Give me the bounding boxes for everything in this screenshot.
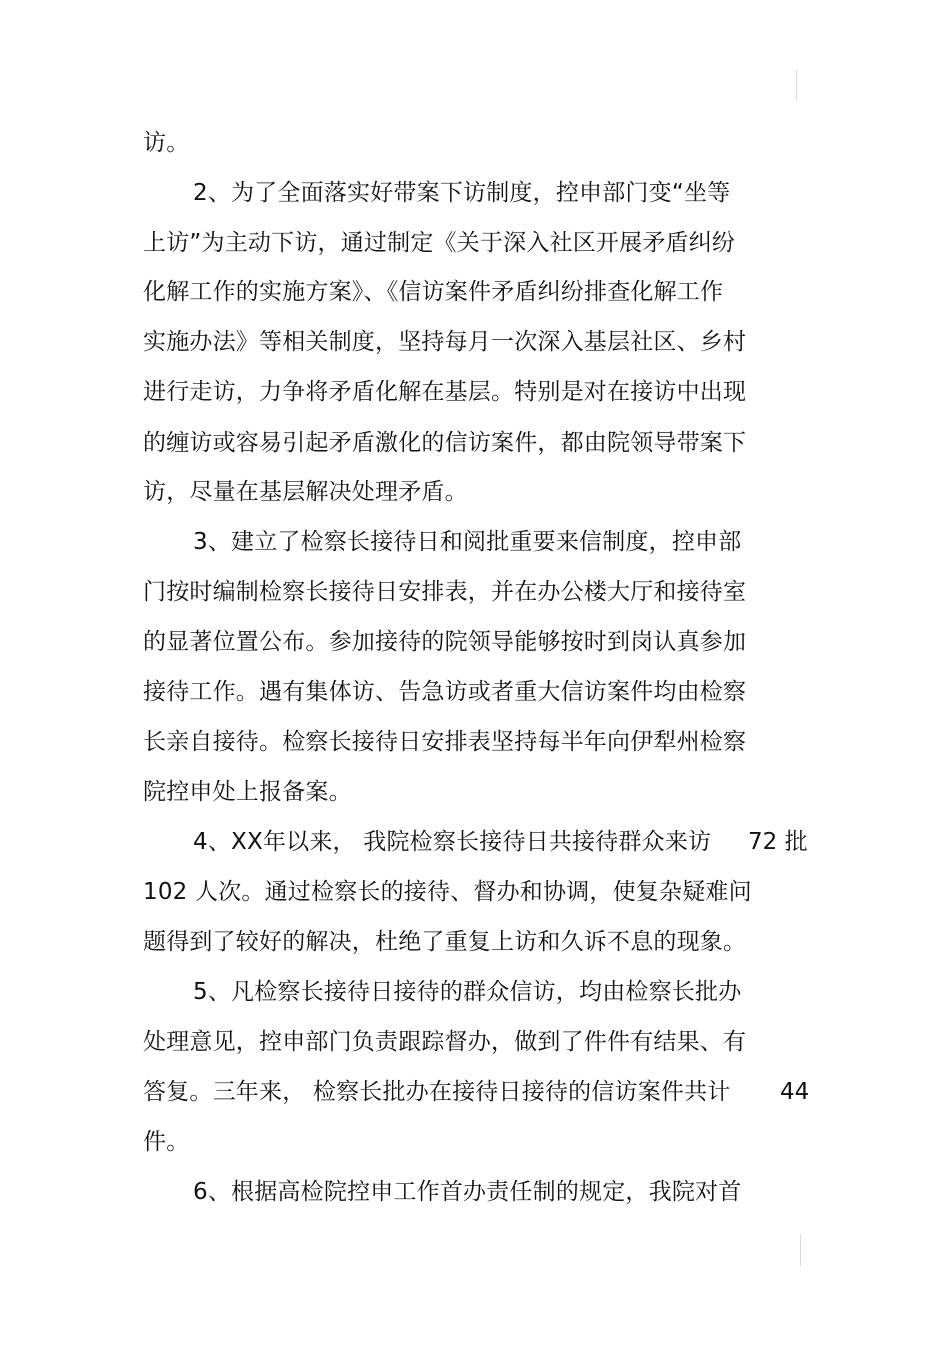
text-line-5: 实施办法》等相关制度，坚持每月一次深入基层社区、乡村	[143, 329, 747, 355]
text-line-18: 5、凡检察长接待日接待的群众信访，均由检察长批办	[193, 979, 742, 1005]
text-line-20: 答复。三年来， 检察长批办在接待日接待的信访案件共计	[143, 1079, 731, 1105]
text-line-19: 处理意见，控申部门负责跟踪督办，做到了件件有结果、有	[143, 1029, 747, 1055]
text-line-12: 接待工作。遇有集体访、告急访或者重大信访案件均由检察	[143, 679, 747, 705]
text-fragment-44: 44	[780, 1079, 810, 1105]
text-line-2: 2、为了全面落实好带案下访制度，控申部门变“坐等	[193, 180, 731, 206]
text-line-3: 上访”为主动下访，通过制定《关于深入社区开展矛盾纠纷	[143, 230, 736, 256]
text-line-8: 访，尽量在基层解决处理矛盾。	[143, 479, 468, 505]
text-fragment-72: 72 批	[748, 829, 808, 855]
text-line-13: 长亲自接待。检察长接待日安排表坚持每半年向伊犁州检察	[143, 729, 747, 755]
text-line-15: 4、XX年以来， 我院检察长接待日共接待群众来访	[193, 829, 712, 855]
text-line-17: 题得到了较好的解决，杜绝了重复上访和久诉不息的现象。	[143, 929, 747, 955]
corner-mark-bottom	[800, 1234, 801, 1266]
corner-mark-top	[796, 70, 797, 100]
text-line-21: 件。	[143, 1129, 190, 1155]
text-line-7: 的缠访或容易引起矛盾激化的信访案件，都由院领导带案下	[143, 430, 747, 456]
text-line-11: 的显著位置公布。参加接待的院领导能够按时到岗认真参加	[143, 629, 747, 655]
text-line-10: 门按时编制检察长接待日安排表，并在办公楼大厅和接待室	[143, 579, 747, 605]
text-line-22: 6、根据高检院控申工作首办责任制的规定，我院对首	[193, 1179, 742, 1205]
text-line-16: 102 人次。通过检察长的接待、督办和协调，使复杂疑难问	[143, 879, 752, 905]
text-line-1: 访。	[143, 130, 190, 156]
text-line-6: 进行走访，力争将矛盾化解在基层。特别是对在接访中出现	[143, 379, 747, 405]
text-line-9: 3、建立了检察长接待日和阅批重要来信制度，控申部	[193, 529, 742, 555]
text-line-14: 院控申处上报备案。	[143, 779, 352, 805]
text-line-4: 化解工作的实施方案》、《信访案件矛盾纠纷排查化解工作	[143, 279, 724, 305]
